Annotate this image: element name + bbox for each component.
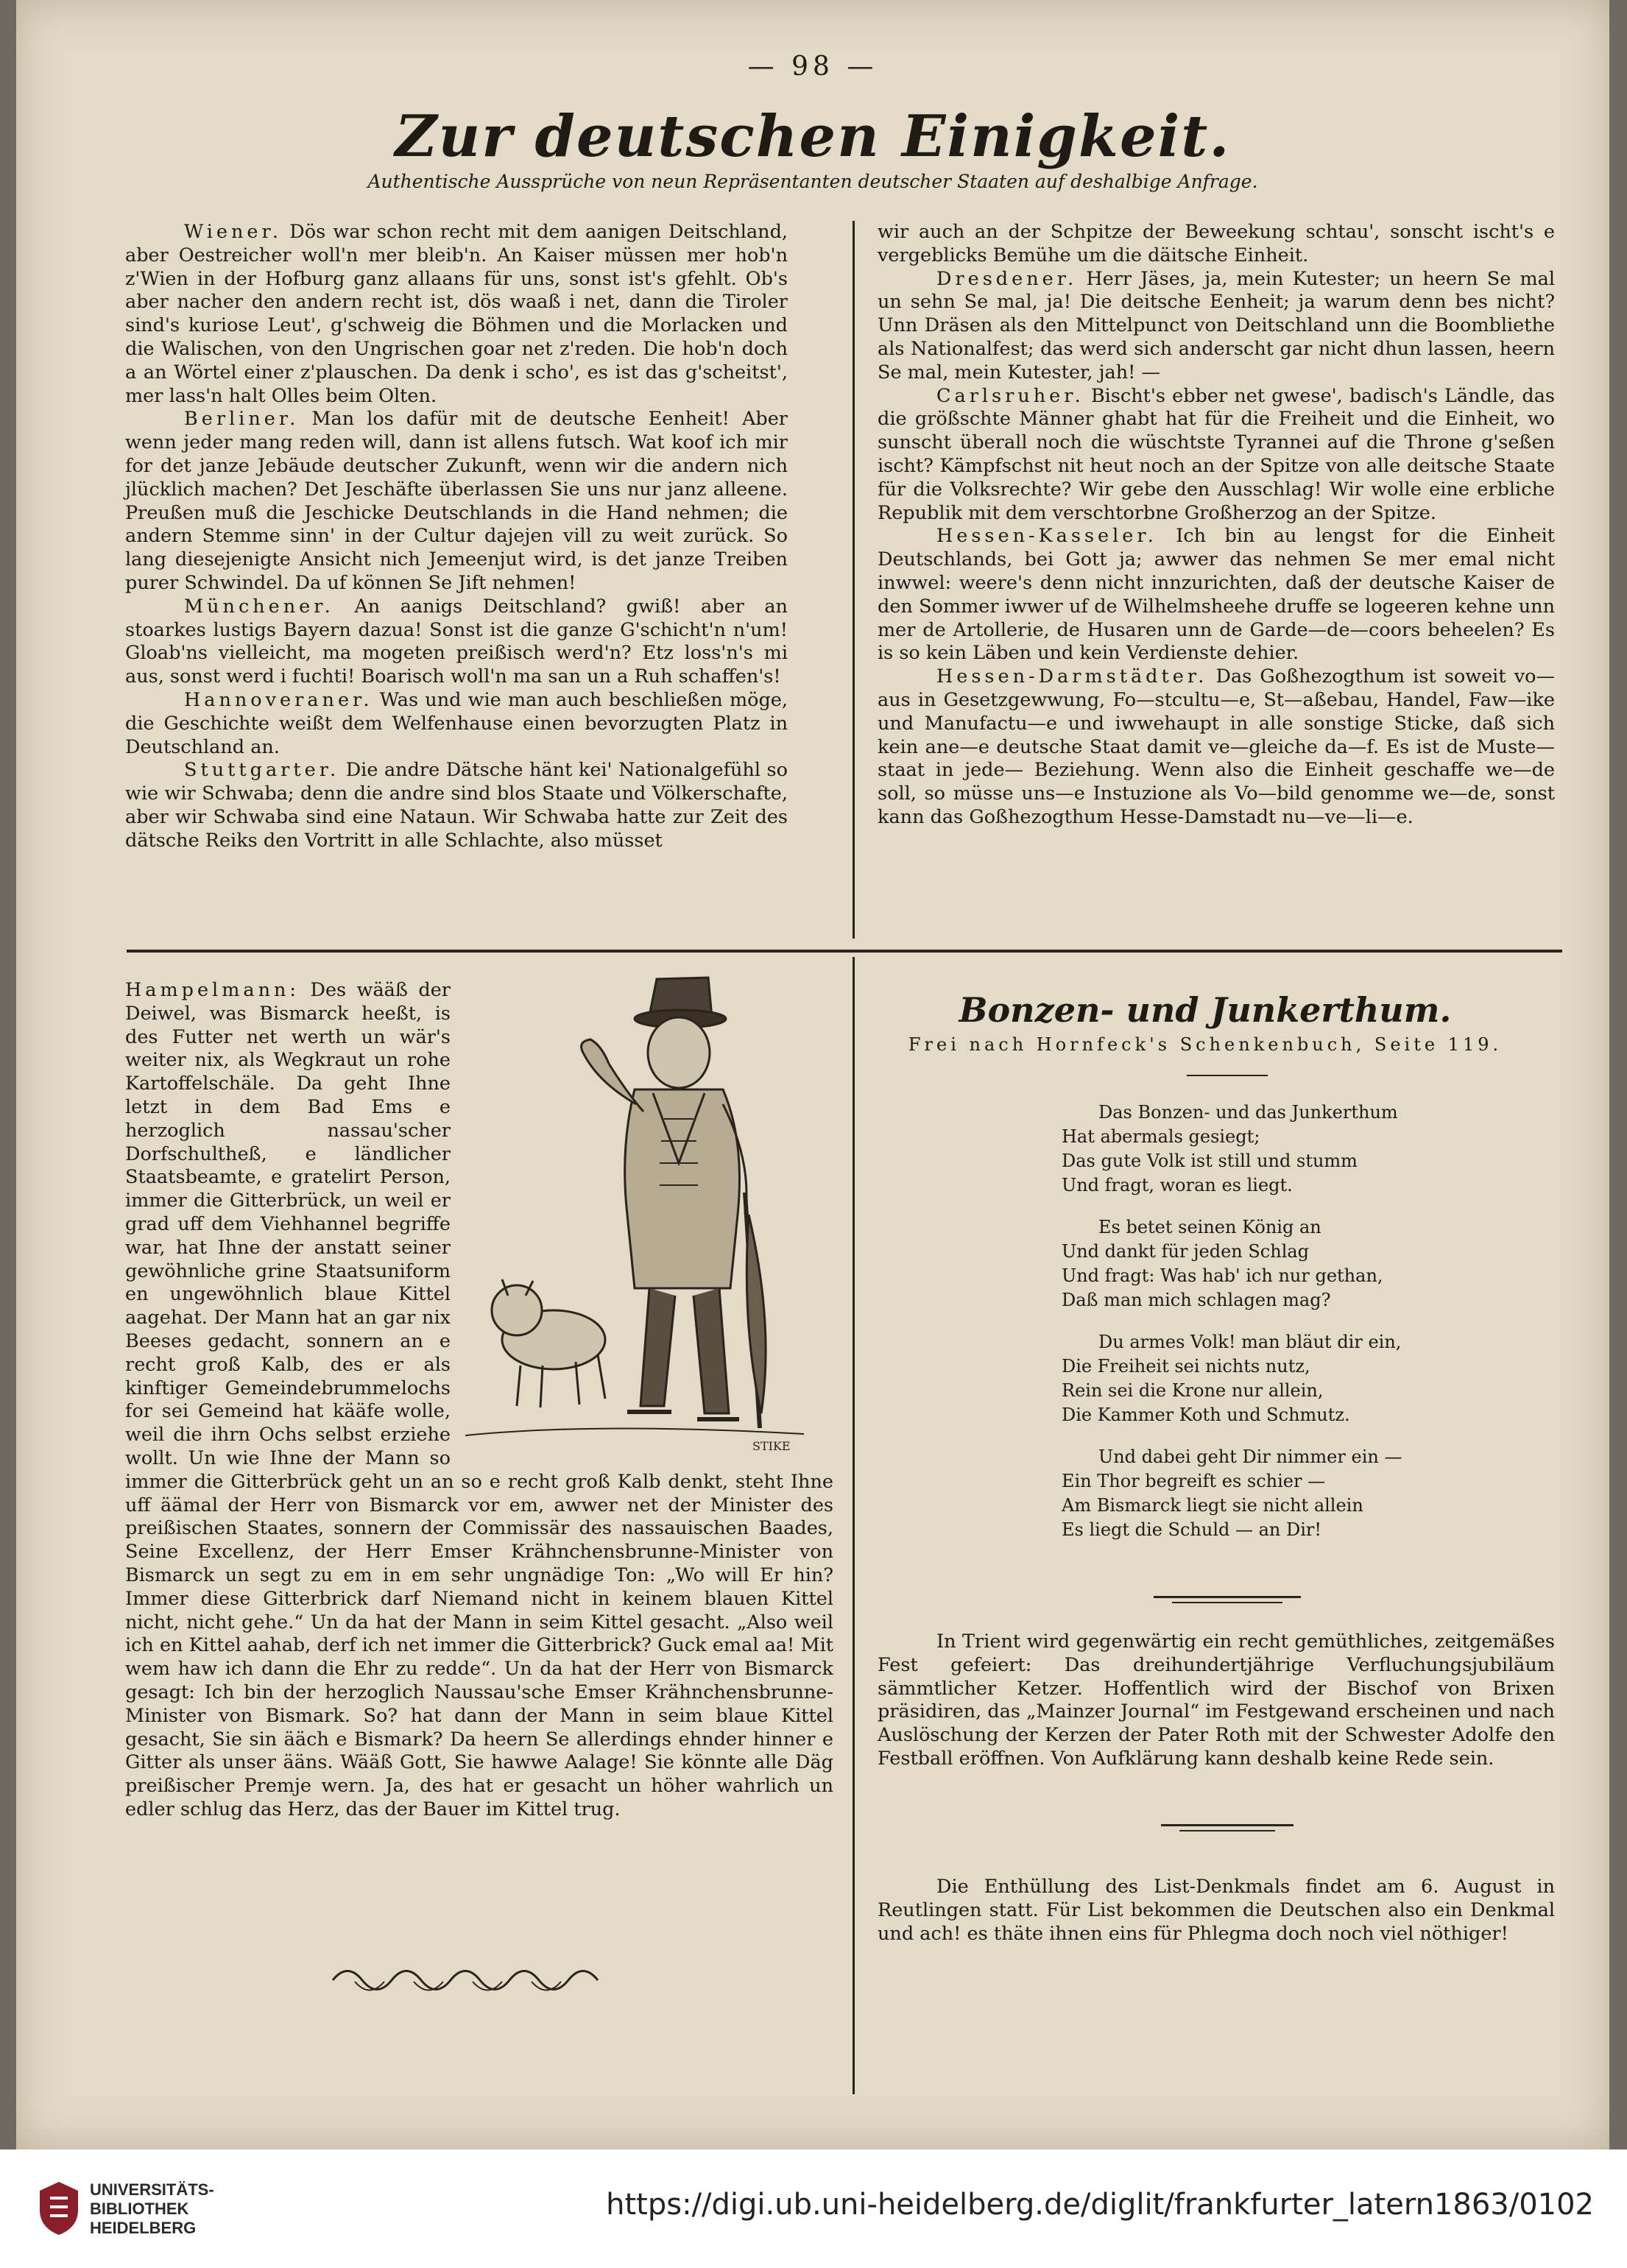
hampelmann-column (125, 979, 833, 1822)
illustration-spacer (451, 979, 833, 1461)
newspaper-page (16, 0, 1609, 2149)
short-divider (1161, 1824, 1294, 1826)
speaker: Hannoveraner. (184, 688, 373, 711)
short-divider (1179, 1830, 1275, 1831)
flourish-icon (325, 1958, 605, 2002)
speaker: Carlsruher. (936, 384, 1084, 407)
article-subtitle: Authentische Aussprüche von neun Repräsentanten deutscher Staaten auf deshalbige Anfrage. (367, 171, 1258, 192)
paragraph: Berliner. Man los dafür mit de deutsche Eenheit! Aber wenn jeder mang reden will, dann ist allens futsch. Wat koof ich mir for det janze Jebäude deutscher Zukunft, wenn wir die andern nich jlücklich machen? Det Jeschäfte überlassen Sie uns nur janz alleene. Preußen muß die Jeschicke Deutschlands in die Hand nehmen; die andern Stemme sinn' in der Cultur dajejen vill zu weit zurück. So lang diesejenigte Ansicht nich Jemeenjut wird, is det janze Treiben purer Schwindel. Da uf können Se Jift nehmen! (125, 408, 788, 594)
news-item: In Trient wird gegenwärtig ein recht gemüthliches, zeitgemäßes Fest gefeiert: Das dreihundertjährige Verfluchungsjubiläum sämmtlicher Ketzer. Hoffentlich wird der Bischof von Brixen präsidiren, das „Mainzer Journal“ im Festgewand erscheinen und nach Auslöschung der Kerzen der Pater Roth mit der Schwester Adolfe den Festball eröffnen. Von Aufklärung kann deshalb keine Rede sein. (878, 1631, 1555, 1770)
short-divider (1187, 1075, 1268, 1076)
paragraph: Hessen-Darmstädter. Das Goßhezogthum ist soweit vo—aus in Gesetzgewwung, Fo—stcultu—e, St—aßebau, Handel, Faw—ike und Manufactu—e und iwwehaupt in alle sonstige Sticke, daß sich kein ane—e deutsche Staat damit ve—gleiche da—f. Es ist de Muste—staat in jede— Beziehung. Wenn also die Einheit geschaffe we—de soll, so müsse uns—e Instuzione als Vo—bild genomme we—de, sonst kann das Goßhezogthum Hesse-Damstadt nu—ve—li—e. (878, 665, 1555, 828)
paragraph: wir auch an der Schpitze der Beweekung schtau', sonscht ischt's e vergeblicks Bemühe um die däitsche Einheit. (878, 221, 1555, 266)
poem-source: Frei nach Hornfeck's Schenkenbuch, Seite 119. (908, 1034, 1503, 1055)
speaker: Hampelmann: (125, 979, 300, 1001)
poem-title: Bonzen- und Junkerthum. (959, 990, 1452, 1030)
paragraph: Stuttgarter. Die andre Dätsche hänt kei' Nationalgefühl so wie wir Schwaba; denn die andre sind blos Staate und Völkerschafte, aber wir Schwaba sind eine Nataun. Wir Schwaba hatte zur Zeit des dätsche Reiks den Vortritt in alle Schlachte, also müsset (125, 759, 788, 852)
poem-stanza: Es betet seinen König an Und dankt für jeden Schlag Und fragt: Was hab' ich nur gethan, Daß man mich schlagen mag? (1062, 1217, 1383, 1310)
speaker: Münchener. (184, 595, 334, 618)
speaker: Berliner. (184, 408, 300, 431)
short-divider (1154, 1596, 1301, 1598)
news-item: Die Enthüllung des List-Denkmals findet am 6. August in Reutlingen statt. Für List bekommen die Deutschen also ein Denkmal und ach! es thäte ihnen eins für Phlegma doch noch viel nöthiger! (878, 1876, 1555, 1945)
page-number: — 98 — (747, 52, 878, 82)
poem-stanza: Und dabei geht Dir nimmer ein — Ein Thor begreift es schier — Am Bismarck liegt sie nicht allein Es liegt die Schuld — an Dir! (1062, 1446, 1402, 1540)
left-column (125, 221, 788, 853)
paragraph: Dresdener. Herr Jäses, ja, mein Kutester; un heern Se mal un sehn Se mal, ja! Die deitsche Eenheit; ja warum denn bes nicht? Unn Dräsen als den Mittelpunct von Deitschland unn die Boombliethe als Nationalfest; das werd sich anderscht gar nicht dhun lassen, heern Se mal, mein Kutester, jah! — (878, 267, 1555, 384)
paragraph: Wiener. Dös war schon recht mit dem aanigen Deitschland, aber Oestreicher woll'n mer bleib'n. An Kaiser müssen mer hob'n z'Wien in der Hofburg ganz allaans für uns, sonst ist's gfehlt. Ob's aber nacher den andern recht ist, dös waaß i net, dann die Tiroler sind's kuriose Leut', g'schweig die Böhmen und die Morlacken und die Walischen, von den Ungrischen goar net z'reden. Die hob'n doch a an Wörtel einer z'plauschen. Da denk i scho', es ist das g'scheitst', mer lass'n halt Olles beim Olten. (125, 221, 788, 407)
library-footer (0, 2149, 1627, 2268)
right-column (878, 221, 1555, 830)
poem-stanza: Du armes Volk! man bläut dir ein, Die Freiheit sei nichts nutz, Rein sei die Krone nur allein, Die Kammer Koth und Schmutz. (1062, 1332, 1402, 1425)
paragraph: Hannoveraner. Was und wie man auch beschließen möge, die Geschichte weißt dem Welfenhause einen bevorzugten Platz in Deutschland an. (125, 688, 788, 758)
paragraph: Carlsruher. Bischt's ebber net gwese', badisch's Ländle, das die größschte Männer ghabt hat für die Freiheit und die Einheit, wo sunscht überall noch die wüschtste Tyrannei auf die Throne g'seßen ischt? Kämpfschst nit heut noch an der Spitze von alle deitsche Staate für die Volksrechte? Wir gebe den Ausschlag! Wir wolle eine erbliche Republik mit dem verschtorbne Großherzog an der Spitze. (878, 384, 1555, 524)
article-title: Zur deutschen Einigkeit. (395, 103, 1231, 170)
section-rule (127, 950, 1562, 953)
paragraph: Hampelmann: Des wääß der Deiwel, was Bismarck heeßt, is des Futter net werth un wär's weiter nix, als Wegkraut un rohe Kartoffelschäle. Da geht Ihne letzt in dem Bad Ems e herzoglich nassau'scher Dorfschultheß, e ländlicher Staatsbeamte, e gratelirt Person, immer die Gitterbrück, un weil er grad uff dem Viehhannel begriffe war, hat Ihne der anstatt seiner gewöhnliche grine Staatsuniform en ungewöhnlich blaue Kittel aagehat. Der Mann hat an gar nix Beeses gedacht, sonnern an e recht groß Kalb, des er als kinftiger Gemeindebrummelochs for sei Gemeind hat kääfe wolle, weil die ihrn Ochs selbst erziehe wollt. Un wie Ihne der Mann so immer die Gitterbrück geht un an so e recht groß Kalb denkt, steht Ihne uff äämal der Herr von Bismarck vor em, awwer net der Minister des preißischen Staates, sonnern der Commissär des nassauischen Baades, Seine Excellenz, der Herr Emser Krähnchensbrunne-Minister von Bismarck un segt zu em in em sehr ungnädige Ton: „Wo will Er hin? Immer diese Gitterbrick darf Niemand nicht in keinem blauen Kittel nicht, nicht gehe.“ Un da hat der Mann in seim Kittel gesacht. „Also weil ich en Kittel aahab, derf ich net immer die Gitterbrick? Guck emal aa! Mit wem haw ich dann die Ehr zu redde“. Un da hat der Herr von Bismarck gesagt: Ich bin der herzoglich Naussau'sche Emser Krähnchensbrunne-Minister von Bismark. So? hat dann der Mann in seim blaue Kittel gesacht, Sie sin ääch e Bismark? Da heern Se allerdings ehnder hinner e Gitter als unser ääns. Wääß Gott, Sie hawwe Aalage! Sie könnte alle Däg preißischer Premje wern. Ja, des hat er gesacht un höher wahrlich un edler schlug das Herz, das der Bauer im Kittel trug. (125, 979, 833, 1820)
speaker: Stuttgarter. (184, 759, 340, 782)
illustration-signature: STIKE (752, 1439, 791, 1453)
speaker: Hessen-Kasseler. (936, 525, 1157, 548)
column-divider (853, 957, 855, 2094)
short-divider (1172, 1602, 1282, 1603)
speaker: Hessen-Darmstädter. (936, 665, 1208, 688)
paragraph: Hessen-Kasseler. Ich bin au lengst for die Einheit Deutschlands, bei Gott ja; awwer das nehmen Se mer emal nicht inwwel: weere's denn nicht innzurichten, daß der deutsche Kaiser de den Sommer iwwer uf de Wilhelmsheehe druffe se logeeren kehne unn mer de Artollerie, de Husaren unn de Garde—de—coors beheelen? Es is so kein Läben und kein Verdienste dehier. (878, 525, 1555, 665)
column-divider (853, 221, 855, 939)
speaker: Wiener. (184, 221, 283, 243)
university-library-logo-icon (37, 2179, 81, 2238)
paragraph: Münchener. An aanigs Deitschland? gwiß! aber an stoarkes lustigs Bayern dazua! Sonst ist die ganze G'schicht'n n'um! Gloab'ns vielleicht, ma mogeten preißisch werd'n? Etz loss'n's mi aus, sonst werd i fuchti! Boarisch woll'n ma san un a Ruh schaffen's! (125, 595, 788, 688)
poem-body (1062, 1101, 1503, 1560)
library-name: UNIVERSITÄTS- BIBLIOTHEK HEIDELBERG (90, 2180, 214, 2237)
poem-stanza: Das Bonzen- und das Junkerthum Hat abermals gesiegt; Das gute Volk ist still und stumm Und fragt, woran es liegt. (1062, 1102, 1398, 1195)
speaker: Dresdener. (936, 267, 1078, 290)
source-url-link[interactable]: https://digi.ub.uni-heidelberg.de/diglit/frankfurter_latern1863/0102 (606, 2188, 1594, 2222)
